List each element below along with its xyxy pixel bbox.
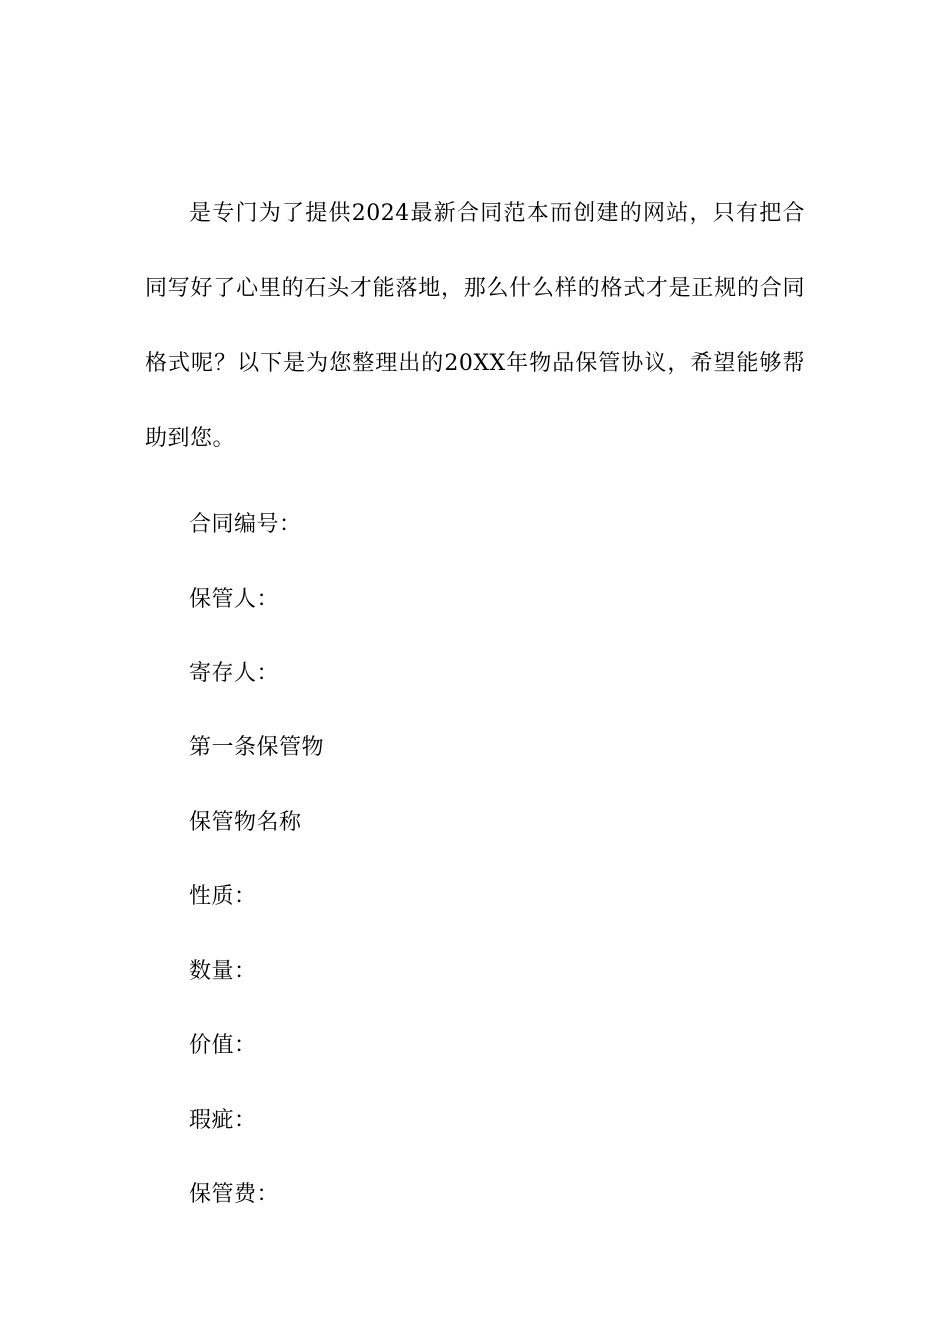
intro-paragraph: 是专门为了提供2024最新合同范本而创建的网站，只有把合同写好了心里的石头才能落地，那么什么样的格式才是正规的合同格式呢？以下是为您整理出的20XX年物品保管协议，希望能够帮助到您。 — [145, 201, 805, 451]
field-depositor: 寄存人： — [189, 661, 280, 686]
field-item-name: 保管物名称 — [189, 810, 302, 835]
field-quantity: 数量： — [189, 959, 257, 984]
field-value: 价值： — [189, 1033, 257, 1058]
field-storage-fee: 保管费： — [189, 1182, 280, 1207]
section-article-one: 第一条保管物 — [189, 735, 325, 760]
field-contract-number: 合同编号： — [189, 512, 302, 537]
field-nature: 性质： — [189, 884, 257, 909]
field-defects: 瑕疵： — [189, 1108, 257, 1133]
field-custodian: 保管人： — [189, 587, 280, 612]
